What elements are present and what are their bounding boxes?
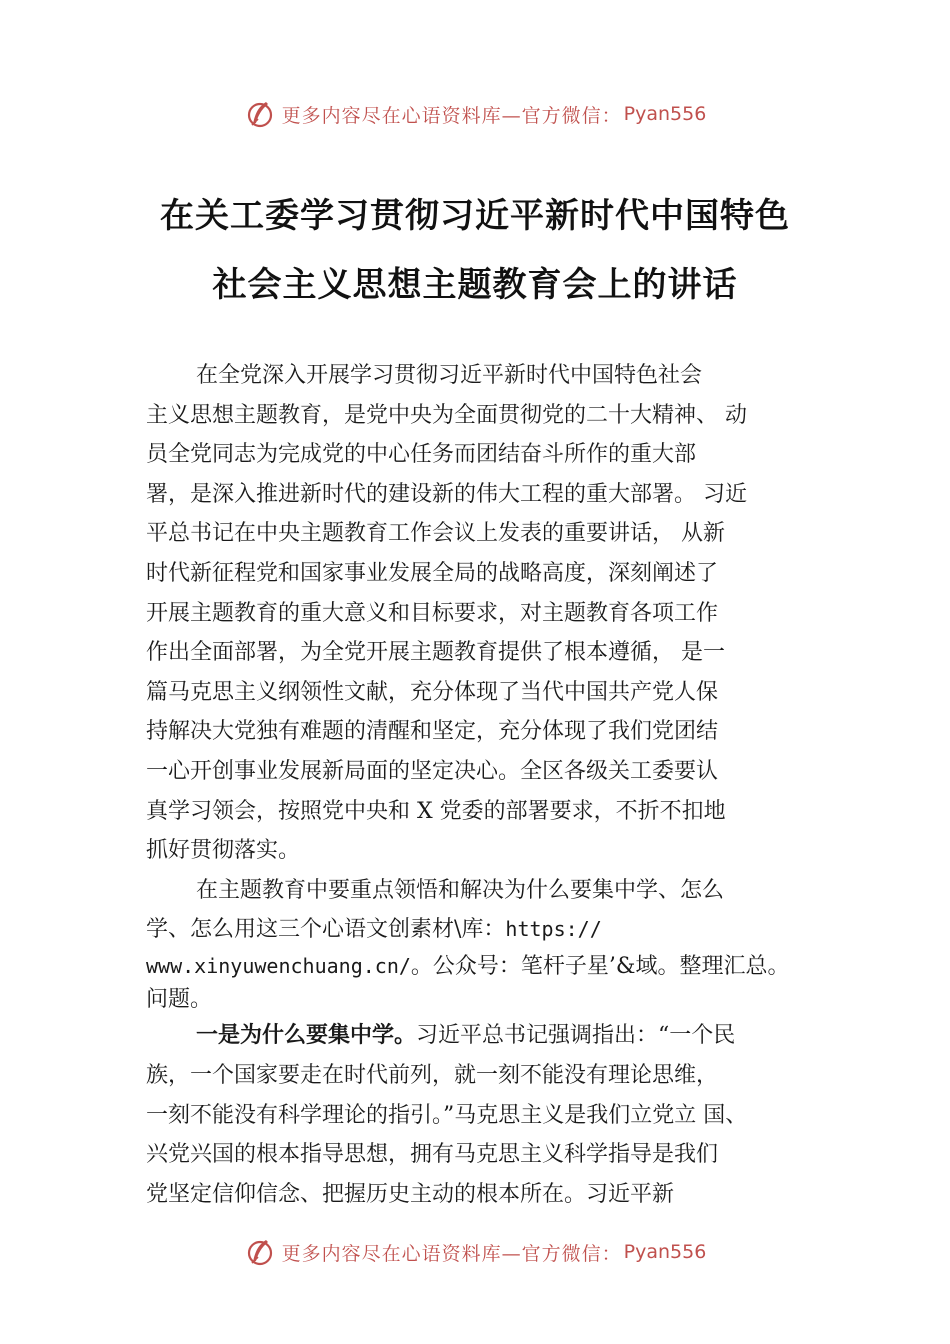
paragraph-1-line: 作出全面部署，为全党开展主题教育提供了根本遵循， 是一 xyxy=(146,640,725,666)
paragraph-3-line: 兴党兴国的根本指导思想，拥有马克思主义科学指导是我们 xyxy=(146,1142,719,1168)
paragraph-1-line: 员全党同志为完成党的中心任务而团结奋斗所作的重大部 xyxy=(146,442,697,468)
paragraph-2-line: 在主题教育中要重点领悟和解决为什么要集中学、怎么 xyxy=(196,877,725,903)
document-body xyxy=(146,356,826,1214)
paragraph-3-line: 一刻不能没有科学理论的指引。”马克思主义是我们立党立 国、 xyxy=(146,1102,748,1128)
quill-pen-logo-icon xyxy=(244,98,276,130)
paragraph-2-line: 问题。 xyxy=(146,987,213,1013)
paragraph-1-line: 真学习领会，按照党中央和 X 党委的部署要求，不折不扣地 xyxy=(146,798,726,824)
paragraph-2-line xyxy=(146,910,826,950)
paragraph-1-line: 持解决大党独有难题的清醒和坚定，充分体现了我们党团结 xyxy=(146,719,719,745)
source-url-domain: www.xinyuwenchuang.cn/ xyxy=(146,954,411,979)
paragraph-2-text: 。公众号：笔杆子星’&域。整理汇总。 xyxy=(410,954,790,980)
paragraph-1-line: 署，是深入推进新时代的建设新的伟大工程的重大部署。 习近 xyxy=(146,481,747,507)
watermark-text: 更多内容尽在心语资料库—官方微信： xyxy=(281,1242,622,1265)
paragraph-3-line: 党坚定信仰信念、把握历史主动的根本所在。习近平新 xyxy=(146,1181,675,1207)
paragraph-3-line xyxy=(146,1016,826,1056)
quill-pen-logo-icon xyxy=(244,1236,276,1268)
paragraph-1-line: 主义思想主题教育，是党中央为全面贯彻党的二十大精神、 动 xyxy=(146,402,747,428)
source-url-part: https:// xyxy=(505,917,602,942)
paragraph-1-line: 时代新征程党和国家事业发展全局的战略高度，深刻阐述了 xyxy=(146,560,719,586)
paragraph-1-line: 平总书记在中央主题教育工作会议上发表的重要讲话， 从新 xyxy=(146,521,725,547)
header-watermark xyxy=(0,94,950,134)
watermark-wechat-id: Pyan556 xyxy=(623,103,707,125)
section-heading-inline: 一是为什么要集中学。 xyxy=(196,1023,417,1049)
paragraph-2-text: 学、怎么用这三个心语文创素材\库： xyxy=(146,917,506,943)
watermark-text: 更多内容尽在心语资料库—官方微信： xyxy=(281,104,622,127)
paragraph-1-line: 开展主题教育的重大意义和目标要求，对主题教育各项工作 xyxy=(146,600,719,626)
paragraph-3-text: 习近平总书记强调指出：“一个民 xyxy=(416,1023,736,1049)
watermark-wechat-id: Pyan556 xyxy=(623,1241,707,1263)
footer-watermark xyxy=(0,1232,950,1272)
paragraph-1-line: 在全党深入开展学习贯彻习近平新时代中国特色社会 xyxy=(196,363,703,388)
paragraph-1-line: 篇马克思主义纲领性文献，充分体现了当代中国共产党人保 xyxy=(146,679,719,705)
paragraph-3-line: 族，一个国家要走在时代前列，就一刻不能没有理论思维， xyxy=(146,1062,719,1088)
paragraph-2-line xyxy=(146,950,826,983)
document-title-line-2: 社会主义思想主题教育会上的讲话 xyxy=(212,265,738,305)
document-title-line-1: 在关工委学习贯彻习近平新时代中国特色 xyxy=(160,196,790,236)
paragraph-1-line: 抓好贯彻落实。 xyxy=(146,838,301,864)
paragraph-1-line: 一心开创事业发展新局面的坚定决心。全区各级关工委要认 xyxy=(146,758,719,784)
